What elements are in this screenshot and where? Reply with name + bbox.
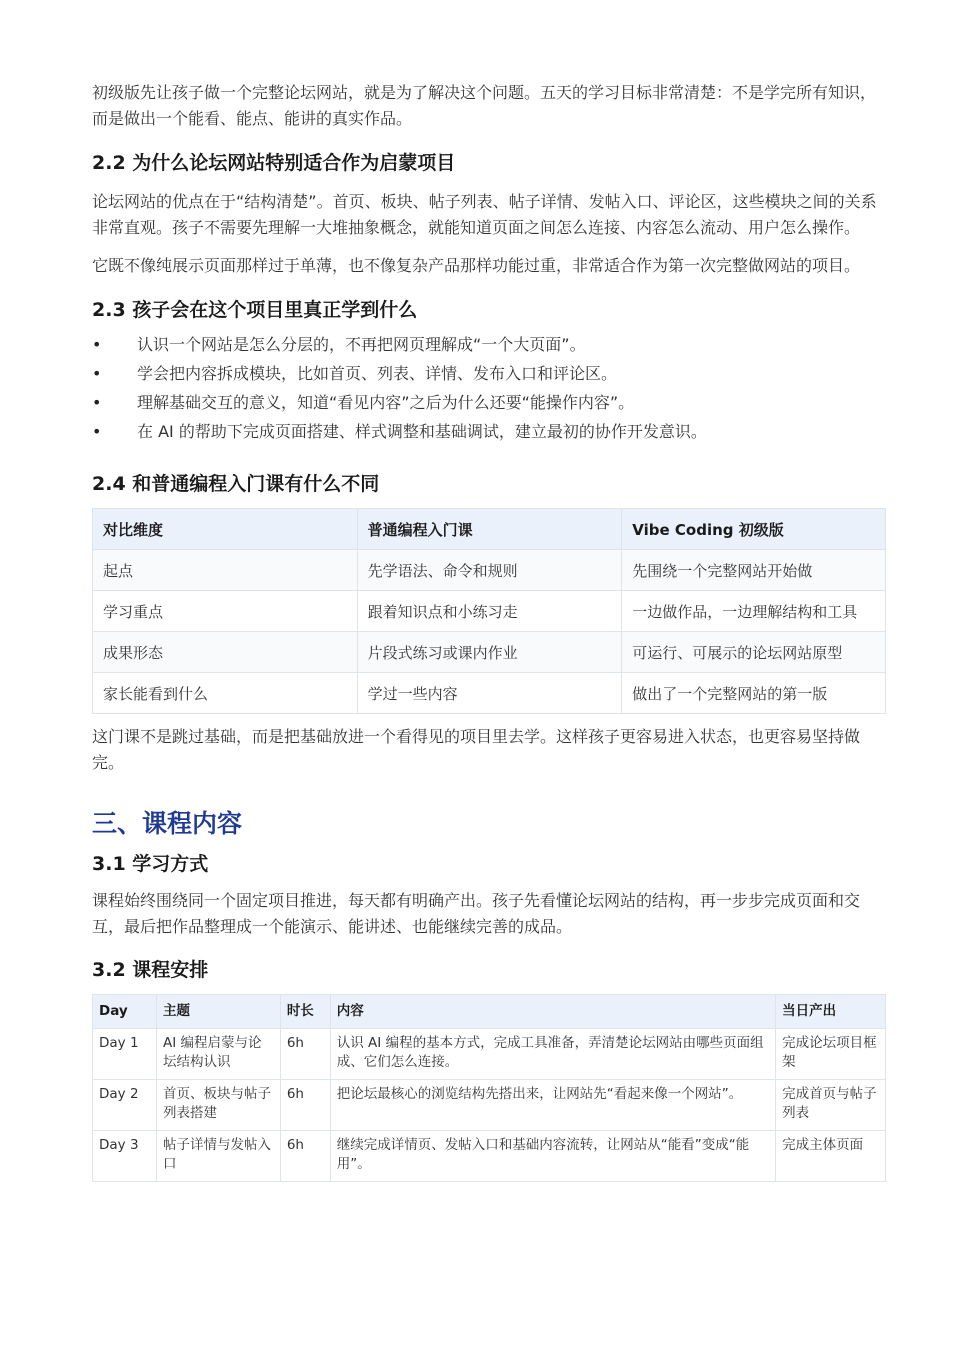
chapter-3-heading: 三、课程内容 <box>92 809 243 838</box>
section-3-1-paragraph: 课程始终围绕同一个固定项目推进，每天都有明确产出。孩子先看懂论坛网站的结构，再一步步完成页面和交互，最后把作品整理成一个能演示、能讲述、也能继续完善的成品。 <box>92 891 861 936</box>
column-header: 内容 <box>330 995 775 1029</box>
table-row <box>93 1080 886 1131</box>
column-header: 当日产出 <box>776 995 886 1029</box>
table-cell: 先学语法、命令和规则 <box>357 550 622 591</box>
table-cell: 6h <box>280 1029 330 1080</box>
comparison-summary: 这门课不是跳过基础，而是把基础放进一个看得见的项目里去学。这样孩子更容易进入状态，也更容易坚持做完。 <box>92 727 861 772</box>
table-cell: 片段式练习或课内作业 <box>357 632 622 673</box>
column-header: Vibe Coding 初级版 <box>622 509 886 550</box>
comparison-table <box>92 508 886 714</box>
column-header: 主题 <box>156 995 280 1029</box>
table-cell: 先围绕一个完整网站开始做 <box>622 550 886 591</box>
table-cell: Day 1 <box>93 1029 157 1080</box>
table-row <box>93 550 886 591</box>
table-header-row <box>93 509 886 550</box>
table-cell: 认识 AI 编程的基本方式，完成工具准备，弄清楚论坛网站由哪些页面组成、它们怎么连接。 <box>330 1029 775 1080</box>
column-header: 普通编程入门课 <box>357 509 622 550</box>
table-cell: 6h <box>280 1131 330 1182</box>
table-row <box>93 591 886 632</box>
table-cell: Day 3 <box>93 1131 157 1182</box>
section-2-3-heading: 2.3 孩子会在这个项目里真正学到什么 <box>92 299 418 321</box>
table-row <box>93 673 886 714</box>
table-cell: Day 2 <box>93 1080 157 1131</box>
section-2-2-heading: 2.2 为什么论坛网站特别适合作为启蒙项目 <box>92 152 456 174</box>
table-cell: 完成首页与帖子列表 <box>776 1080 886 1131</box>
learning-list <box>92 330 886 446</box>
table-cell: 继续完成详情页、发帖入口和基础内容流转，让网站从“能看”变成“能用”。 <box>330 1131 775 1182</box>
table-cell: AI 编程启蒙与论坛结构认识 <box>156 1029 280 1080</box>
table-cell: 首页、板块与帖子列表搭建 <box>156 1080 280 1131</box>
table-cell: 跟着知识点和小练习走 <box>357 591 622 632</box>
intro-paragraph: 初级版先让孩子做一个完整论坛网站，就是为了解决这个问题。五天的学习目标非常清楚：不是学完所有知识，而是做出一个能看、能点、能讲的真实作品。 <box>92 83 877 128</box>
section-2-2-paragraph-2: 它既不像纯展示页面那样过于单薄，也不像复杂产品那样功能过重，非常适合作为第一次完整做网站的项目。 <box>92 256 861 275</box>
table-cell: 做出了一个完整网站的第一版 <box>622 673 886 714</box>
column-header: 对比维度 <box>93 509 358 550</box>
table-cell: 6h <box>280 1080 330 1131</box>
table-row <box>93 632 886 673</box>
section-3-1-heading: 3.1 学习方式 <box>92 853 209 875</box>
table-cell: 可运行、可展示的论坛网站原型 <box>622 632 886 673</box>
list-item: • 在 AI 的帮助下完成页面搭建、样式调整和基础调试，建立最初的协作开发意识。 <box>92 417 886 446</box>
section-2-2-paragraph-1: 论坛网站的优点在于“结构清楚”。首页、板块、帖子列表、帖子详情、发帖入口、评论区，这些模块之间的关系非常直观。孩子不需要先理解一大堆抽象概念，就能知道页面之间怎么连接、内容怎么流动、用户怎么操作。 <box>92 192 877 237</box>
list-item: • 认识一个网站是怎么分层的，不再把网页理解成“一个大页面”。 <box>92 330 886 359</box>
table-cell: 起点 <box>93 550 358 591</box>
table-cell: 帖子详情与发帖入口 <box>156 1131 280 1182</box>
table-header-row <box>93 995 886 1029</box>
list-item: • 理解基础交互的意义，知道“看见内容”之后为什么还要“能操作内容”。 <box>92 388 886 417</box>
table-cell: 把论坛最核心的浏览结构先搭出来，让网站先“看起来像一个网站”。 <box>330 1080 775 1131</box>
table-cell: 学习重点 <box>93 591 358 632</box>
table-row <box>93 1029 886 1080</box>
table-cell: 完成论坛项目框架 <box>776 1029 886 1080</box>
table-row <box>93 1131 886 1182</box>
list-item: • 学会把内容拆成模块，比如首页、列表、详情、发布入口和评论区。 <box>92 359 886 388</box>
table-cell: 一边做作品，一边理解结构和工具 <box>622 591 886 632</box>
table-cell: 成果形态 <box>93 632 358 673</box>
column-header: Day <box>93 995 157 1029</box>
section-3-2-heading: 3.2 课程安排 <box>92 959 209 981</box>
column-header: 时长 <box>280 995 330 1029</box>
section-2-4-heading: 2.4 和普通编程入门课有什么不同 <box>92 473 380 495</box>
table-cell: 学过一些内容 <box>357 673 622 714</box>
table-cell: 家长能看到什么 <box>93 673 358 714</box>
table-cell: 完成主体页面 <box>776 1131 886 1182</box>
schedule-table <box>92 994 886 1182</box>
